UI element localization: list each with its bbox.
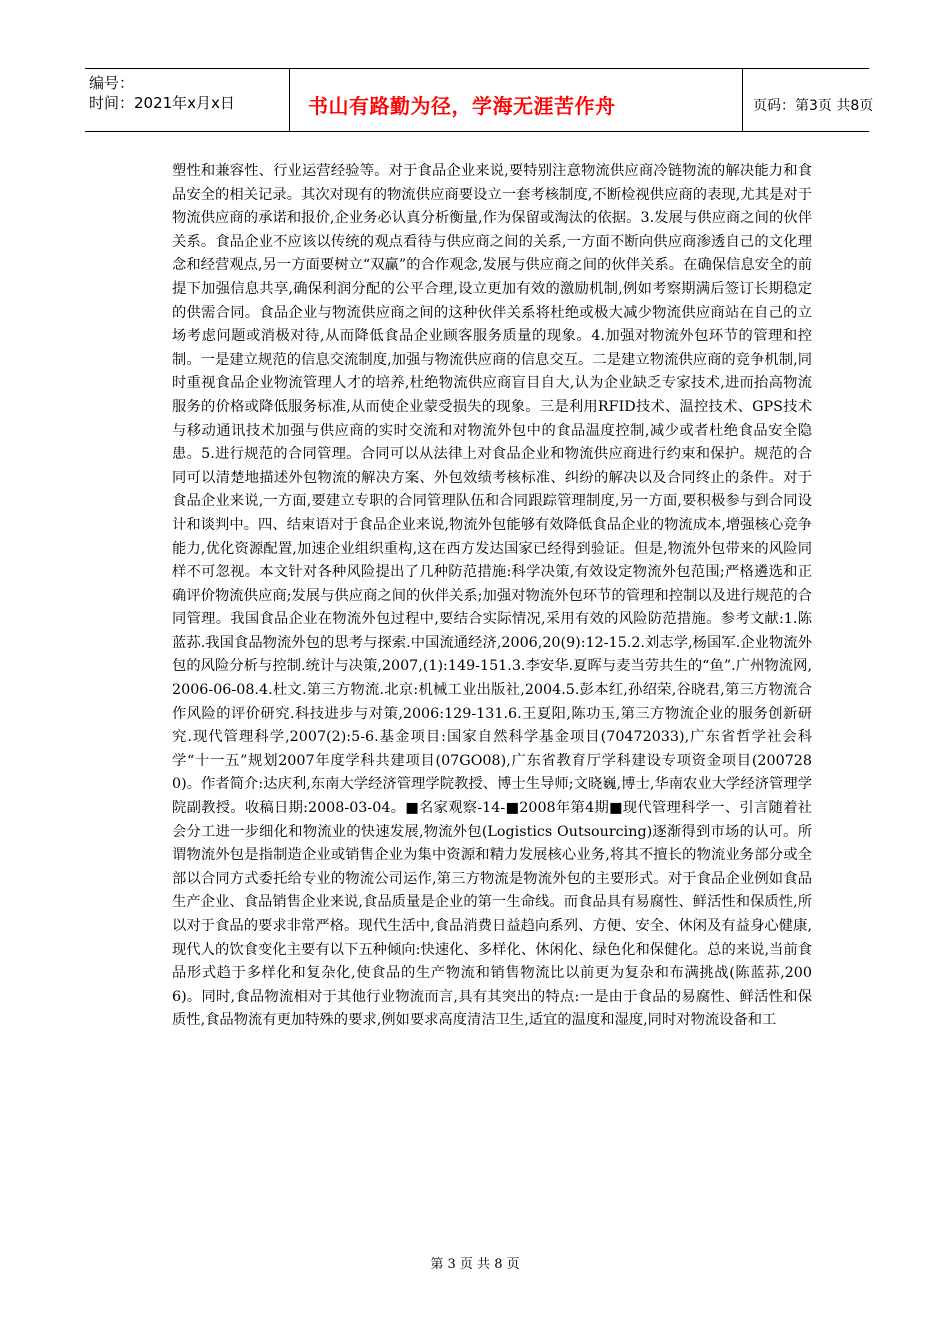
body-paragraph: 塑性和兼容性、行业运营经验等。对于食品企业来说,要特别注意物流供应商冷链物流的解决能力和食品安全的相关记录。其次对现有的物流供应商要设立一套考核制度,不断检视供应商的表现,尤其是对于物流供应商的承诺和报价,企业务必认真分析衡量,作为保留或淘汰的依据。3.发展与供应商之间的伙伴关系。食品企业不应该以传统的观点看待与供应商之间的关系,一方面不断向供应商渗透自己的文化理念和经营观点,另一方面要树立“双赢”的合作观念,发展与供应商之间的伙伴关系。在确保信息安全的前提下加强信息共享,确保利润分配的公平合理,设立更加有效的激励机制,例如考察期满后签订长期稳定的供需合同。食品企业与物流供应商之间的这种伙伴关系将杜绝或极大减少物流供应商站在自己的立场考虑问题或消极对待,从而降低食品企业顾客服务质量的现象。4.加强对物流外包环节的管理和控制。一是建立规范的信息交流制度,加强与物流供应商的信息交互。二是建立物流供应商的竞争机制,同时重视食品企业物流管理人才的培养,杜绝物流供应商盲目自大,认为企业缺乏专家技术,进而抬高物流服务的价格或降低服务标准,从而使企业蒙受损失的现象。三是利用RFID技术、温控技术、GPS技术与移动通讯技术加强与供应商的实时交流和对物流外包中的食品温度控制,减少或者杜绝食品安全隐患。5.进行规范的合同管理。合同可以从法律上对食品企业和物流供应商进行约束和保护。规范的合同可以清楚地描述外包物流的解决方案、外包效绩考核标准、纠纷的解决以及合同终止的条件。对于食品企业来说,一方面,要建立专职的合同管理队伍和合同跟踪管理制度,另一方面,要积极参与到合同设计和谈判中。四、结束语对于食品企业来说,物流外包能够有效降低食品企业的物流成本,增强核心竞争能力,优化资源配置,加速企业组织重构,这在西方发达国家已经得到验证。但是,物流外包带来的风险同样不可忽视。本文针对各种风险提出了几种防范措施:科学决策,有效设定物流外包范围;严格遴选和正确评价物流供应商;发展与供应商之间的伙伴关系;加强对物流外包环节的管理和控制以及进行规范的合同管理。我国食品企业在物流外包过程中,要结合实际情况,采用有效的风险防范措施。参考文献:1.陈蓝荪.我国食品物流外包的思考与探索.中国流通经济,2006,20(9):12-15.2.刘志学,杨国军.企业物流外包的风险分析与控制.统计与决策,2007,(1):149-151.3.李安华.夏晖与麦当劳共生的“鱼”.广州物流网,2006-06-08.4.杜文.第三方物流.北京:机械工业出版社,2004.5.彭本红,孙绍荣,谷晓君,第三方物流合作风险的评价研究.科技进步与对策,2006:129-131.6.王夏阳,陈功玉,第三方物流企业的服务创新研究.现代管理科学,2007(2):5-6.基金项目:国家自然科学基金项目(70472033),广东省哲学社会科学“十一五”规划2007年度学科共建项目(07GO08),广东省教育厅学科建设专项资金项目(2007280)。作者简介:达庆利,东南大学经济管理学院教授、博士生导师;文晓巍,博士,华南农业大学经济管理学院副教授。收稿日期:2008-03-04。■名家观察-14-■2008年第4期■现代管理科学一、引言随着社会分工进一步细化和物流业的快速发展,物流外包(Logistics Outsourcing)逐渐得到市场的认可。所谓物流外包是指制造企业或销售企业为集中资源和精力发展核心业务,将其不擅长的物流业务部分或全部以合同方式委托给专业的物流公司运作,第三方物流是物流外包的主要形式。对于食品企业例如食品生产企业、食品销售企业来说,食品质量是企业的第一生命线。而食品具有易腐性、鲜活性和保质性,所以对于食品的要求非常严格。现代生活中,食品消费日益趋向系列、方便、安全、休闲及有益身心健康,现代人的饮食变化主要有以下五种倾向:快速化、多样化、休闲化、绿色化和保健化。总的来说,当前食品形式趋于多样化和复杂化,使食品的生产物流和销售物流比以前更为复杂和布满挑战(陈蓝荪,2006)。同时,食品物流相对于其他行业物流而言,具有其突出的特点:一是由于食品的易腐性、鲜活性和保质性,食品物流有更加特殊的要求,例如要求高度清洁卫生,适宜的温度和湿度,同时对物流设备和工 [172, 163, 812, 1029]
header-motto: 书山有路勤为径，学海无涯苦作舟 [308, 94, 616, 118]
motto-box [289, 69, 743, 131]
header-page-info: 页码：第3页 共8页 [753, 98, 874, 114]
document-code-label: 编号： [89, 74, 135, 92]
document-body [172, 160, 812, 1033]
header-meta [89, 73, 235, 113]
document-date: 时间：2021年x月x日 [89, 94, 235, 112]
page-footer: 第 3 页 共 8 页 [430, 1257, 520, 1272]
page-header [85, 68, 874, 132]
